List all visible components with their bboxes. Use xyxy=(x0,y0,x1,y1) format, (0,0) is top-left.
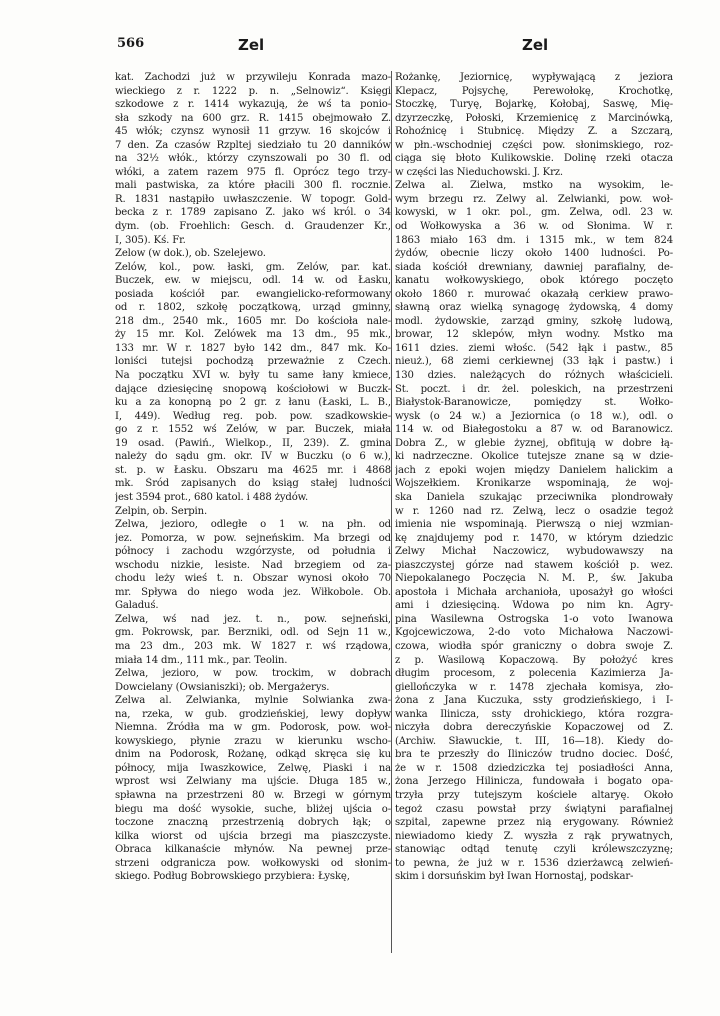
text-line: Zelwa, jezioro, w pow. trockim, w dobrach xyxy=(115,668,391,680)
text-line: ży 15 mr. Kol. Zelówek ma 13 dm., 95 mk., xyxy=(115,329,391,341)
text-line: loniści tutejsi pochodzą przeważnie z Czech. xyxy=(115,356,391,368)
text-line: niczyła dobra dereczyńskie Kopaczowej od Z. xyxy=(395,722,673,734)
text-line: Buczek, ew. w miejscu, odl. 14 w. od Łasku, xyxy=(115,275,391,287)
text-line: go z r. 1552 wś Zelów, w par. Buczek, miała xyxy=(115,424,391,436)
left-column xyxy=(115,71,391,884)
text-line: ku a za konopną po 2 gr. z łanu (Łaski, L. B., xyxy=(115,397,391,409)
text-line: sła szkody na 600 grz. R. 1415 obejmowało Z. xyxy=(115,112,391,124)
text-line: 133 mr. W r. 1827 było 142 dm., 847 mk. Ko- xyxy=(115,342,391,354)
text-line: Galaduś. xyxy=(115,600,159,612)
text-line: mk. Śród zapisanych do ksiąg stałej ludności xyxy=(115,478,391,490)
text-line: I, 305). Kś. Fr. xyxy=(115,234,186,246)
text-line: 19 osad. (Pawiń., Wielkop., II, 239). Z. gmina xyxy=(115,437,391,449)
text-line: Niemna. Źródła ma w gm. Podorosk, pow. woł- xyxy=(115,722,391,734)
text-line: mr. Spływa do niego woda jez. Wiłkobole. Ob. xyxy=(115,586,391,598)
text-line: apostoła i Michała archanioła, uposażył go włości xyxy=(395,586,673,598)
text-line: z p. Wasilową Kopaczową. By położyć kres xyxy=(395,654,673,666)
text-line: I, 449). Według reg. pob. pow. szadkowskie- xyxy=(115,410,391,422)
text-line: (Archiw. Sławuckie, t. III, 16—18). Kiedy do- xyxy=(395,735,673,747)
text-line: należy do sądu gm. okr. IV w Buczku (o 6 w.), xyxy=(115,451,391,463)
text-line: kowyskiego, płynie zrazu w kierunku wscho- xyxy=(115,735,391,747)
text-line: Klepacz, Pojsychę, Perewołokę, Krochotkę, xyxy=(395,85,673,97)
text-line: długim procesom, z polecenia Kazimierza Ja- xyxy=(395,668,673,680)
text-line: imienia nie wspominają. Pierwszą o niej wzmian- xyxy=(395,519,673,531)
text-line: szkodowe z r. 1414 wykazują, że wś ta ponio- xyxy=(115,99,391,111)
text-line: 45 włók; czynsz wynosił 11 grzyw. 16 skojców i xyxy=(115,126,391,138)
text-line: pina Wasilewna Ostrogska 1-o voto Iwanowa xyxy=(395,613,673,625)
text-line: w r. 1260 nad rz. Zelwą, lecz o osadzie tegoż xyxy=(395,505,673,517)
text-line: modl. żydowskie, zarząd gminy, szkołę ludową, xyxy=(395,315,673,327)
text-line: na 32½ włók., którzy czynszowali po 30 fl. od xyxy=(115,153,391,165)
text-line: Dowcielany (Owsianiszki); ob. Mergażerys. xyxy=(115,681,330,693)
text-line: Stoczkę, Turyę, Bojarkę, Kołobaj, Saswę, Mię- xyxy=(395,99,673,111)
text-line: browar, 12 sklepów, młyn wodny. Mstko ma xyxy=(395,329,673,341)
text-line: St. poczt. i dr. żel. poleskich, na przestrzeni xyxy=(395,383,673,395)
text-line: dym. (ob. Froehlich: Gesch. d. Graudenzer Kr., xyxy=(115,221,391,233)
text-line: czowa, wiodła spór graniczny o dobra swoje Z. xyxy=(395,640,673,652)
text-line: nieuż.), 68 ziemi cerkiewnej (33 łąk i pastw.) i xyxy=(395,356,673,368)
text-line: skiego. Podług Bobrowskiego przybiera: Łyskę, xyxy=(115,871,350,883)
text-line: toczone znaczną przestrzenią dobrych łąk; o xyxy=(115,817,391,829)
text-line: kat. Zachodzi już w przywileju Konrada mazo- xyxy=(115,72,391,83)
text-line: Niepokalanego Poczęcia N. M. P., św. Jakuba xyxy=(395,573,673,585)
text-line: ciąga się błoto Kulikowskie. Dolinę rzeki otacza xyxy=(395,153,673,165)
text-line: Zelwy Michał Naczowicz, wybudowawszy na xyxy=(395,546,673,558)
text-line: 218 dm., 2540 mk., 1605 mr. Do kościoła nale- xyxy=(115,315,391,327)
text-line: 130 dzies. należących do różnych właścicieli. xyxy=(395,370,673,382)
text-line: becka z r. 1789 zapisano Z. jako wś król. o 34 xyxy=(115,207,391,219)
text-line: stanowiąc odtąd tenutę czyli królewszczyznę; xyxy=(395,844,673,856)
text-line: wschodu nizkie, lesiste. Nad brzegiem od za- xyxy=(115,559,391,571)
text-line: Na początku XVI w. były tu same łany kmiece, xyxy=(115,370,391,382)
text-line: Zelwa, jezioro, odległe o 1 w. na płn. od xyxy=(115,519,391,531)
text-line: Dobra Z., w glebie żyznej, obfitują w dobre łą- xyxy=(395,437,673,449)
text-line: wieckiego z r. 1222 p. n. „Selnowiz“. Księgi xyxy=(115,85,391,97)
column-divider xyxy=(391,71,392,953)
text-line: żona Jerzego Hilinicza, fundowała i bogato opa- xyxy=(395,776,673,788)
text-line: około 1860 r. murować okazałą cerkiew prawo- xyxy=(395,288,673,300)
text-line: w części las Nieduchowski. J. Krz. xyxy=(395,166,563,178)
text-line: żona z Jana Kuczuka, ssty grodzieńskiego, i I- xyxy=(395,695,673,707)
text-line: Kgojcewiczowa, 2-do voto Michałowa Naczowi- xyxy=(395,627,673,639)
text-line: Zelów, kol., pow. łaski, gm. Zelów, par. kat. xyxy=(115,261,391,273)
text-line: skim i dorsuńskim był Iwan Hornostaj, podskar- xyxy=(395,871,634,883)
text-line: spławna na przestrzeni 80 w. Brzegi w górnym xyxy=(115,789,391,801)
running-head-right: Zel xyxy=(522,36,549,54)
text-line: st. p. w Łasku. Obszaru ma 4625 mr. i 4868 xyxy=(115,464,391,476)
text-line: Wojszełkiem. Kronikarze wspominają, że woj- xyxy=(395,478,673,490)
text-line: ami i dziesięciną. Wdowa po nim kn. Agry- xyxy=(395,600,673,612)
text-line: Białystok-Baranowicze, pomiędzy st. Wołko- xyxy=(395,397,673,409)
text-line: Zelwa al. Zielwa, mstko na wysokim, le- xyxy=(395,180,673,192)
text-line: trzyła przy tutejszym kościele altaryę. Około xyxy=(395,789,673,801)
text-line: bra te przeszły do Iliniczów trudno dociec. Dość, xyxy=(395,749,673,761)
text-line: że w r. 1508 dziedziczka tej posiadłości Anna, xyxy=(395,762,673,774)
text-line: strzeni odgranicza pow. wołkowyski od słonim- xyxy=(115,857,391,869)
text-line: Rożankę, Jeziornicę, wypływającą z jeziora xyxy=(395,72,673,83)
text-line: sławną oraz wielką synagogę żydowską, 4 domy xyxy=(395,302,673,314)
text-line: 1863 miało 163 dm. i 1315 mk., w tem 824 xyxy=(395,234,673,246)
text-line: jach z epoki wojen między Danielem halickim a xyxy=(395,464,673,476)
text-line: siada kościół drewniany, dawniej parafialny, de- xyxy=(395,261,673,273)
text-line: jest 3594 prot., 680 katol. i 488 żydów. xyxy=(115,491,308,503)
text-line: kę znajdujemy pod r. 1470, w którym dziedzic xyxy=(395,532,673,544)
text-line: Rohoźnicę i Stubnicę. Między Z. a Szczarą, xyxy=(395,126,673,138)
text-line: 114 w. od Białegostoku a 87 w. od Baranowicz. xyxy=(395,424,673,436)
text-line: dzyrzeczkę, Połoski, Krzemienicę z Marcinówką, xyxy=(395,112,673,124)
text-line: tegoż czasu powstał przy świątyni parafialnej xyxy=(395,803,673,815)
text-line: gm. Pokrowsk, par. Berzniki, odl. od Sejn 11 w., xyxy=(115,627,391,639)
text-line: żydów, obecnie liczy około 1400 ludności. Po- xyxy=(395,248,673,260)
text-line: biegu ma dość wysokie, suche, bliżej ujścia o- xyxy=(115,803,391,815)
running-head-left: Zel xyxy=(238,36,265,54)
text-line: ki nadrzeczne. Okolice tutejsze znane są w dzie- xyxy=(395,451,673,463)
text-line: wprost wsi Zelwiany ma ujście. Długa 185 w., xyxy=(115,776,391,788)
text-line: Zelpin, ob. Serpin. xyxy=(115,505,208,517)
text-line: kilka wiorst od ujścia brzegi ma piaszczyste. xyxy=(115,830,391,842)
text-line: Zelow (w dok.), ob. Szelejewo. xyxy=(115,248,266,260)
text-line: wanka Ilinicza, ssty drohickiego, która rozgra- xyxy=(395,708,673,720)
text-line: w płn.-wschodniej części pow. słonimskiego, roz- xyxy=(395,139,673,151)
text-line: to pewna, że już w r. 1536 dzierżawcą zelwień- xyxy=(395,857,673,869)
text-line: R. 1831 nastąpiło uwłaszczenie. W topogr. Gold- xyxy=(115,193,391,205)
text-line: włóki, a zatem razem 975 fl. Oprócz tego trzy- xyxy=(115,166,391,178)
text-line: mali pastwiska, za które płacili 300 fl. rocznie. xyxy=(115,180,391,192)
text-line: szpital, zapewne przez nią erygowany. Również xyxy=(395,817,673,829)
text-line: piaszczystej górze nad stawem kościół p. wez. xyxy=(395,559,673,571)
text-line: 1611 dzies. ziemi włośc. (542 łąk i pastw., 85 xyxy=(395,342,673,354)
text-line: dnim na Podorosk, Rożanę, odkąd skręca się ku xyxy=(115,749,391,761)
text-line: kowyski, w 1 okr. pol., gm. Zelwa, odl. 23 w. xyxy=(395,207,673,219)
text-line: posiada kościół par. ewangielicko-reformowany xyxy=(115,288,391,300)
text-line: 7 den. Za czasów Rzpltej siedziało tu 20 danników xyxy=(115,139,391,151)
page-number: 566 xyxy=(117,36,145,51)
text-line: ma 23 dm., 203 mk. W 1827 r. wś rządowa, xyxy=(115,640,391,652)
right-column xyxy=(395,71,673,884)
text-line: wym brzegu rz. Zelwy al. Zelwianki, pow. woł- xyxy=(395,193,673,205)
text-line: na, rzeka, w gub. grodzieńskiej, lewy dopływ xyxy=(115,708,391,720)
text-line: od r. 1802, szkołę początkową, urząd gminny, xyxy=(115,302,391,314)
text-line: chodu leży wieś t. n. Obszar wynosi około 70 xyxy=(115,573,391,585)
text-line: wysk (o 24 w.) a Jeziornica (o 18 w.), odl. o xyxy=(395,410,673,422)
text-line: miała 14 dm., 111 mk., par. Teolin. xyxy=(115,654,288,666)
text-line: Obraca kilkanaście młynów. Na pewnej prze- xyxy=(115,844,391,856)
text-line: niewiadomo kiedy Z. wyszła z rąk prywatnych, xyxy=(395,830,673,842)
text-line: od Wołkowyska a 36 w. od Słonima. W r. xyxy=(395,221,673,233)
text-line: Zelwa, wś nad jez. t. n., pow. sejneński, xyxy=(115,613,391,625)
text-line: Zelwa al. Zelwianka, mylnie Solwianka zwa- xyxy=(115,695,391,707)
text-line: kanatu wołkowyskiego, obok którego poczęto xyxy=(395,275,673,287)
text-line: dające dziesięcinę snopową kościołowi w Buczk- xyxy=(115,383,391,395)
text-line: ska Daniela szukając przeciwnika plondrowały xyxy=(395,491,673,503)
text-line: północy i zachodu wzgórzyste, od południa i xyxy=(115,546,391,558)
text-line: północy, mija Iwaszkowice, Zelwę, Piaski i na xyxy=(115,762,391,774)
text-line: giellończyka w r. 1478 zjechała komisya, zło- xyxy=(395,681,673,693)
text-line: jez. Pomorza, w pow. sejneńskim. Ma brzegi od xyxy=(115,532,391,544)
